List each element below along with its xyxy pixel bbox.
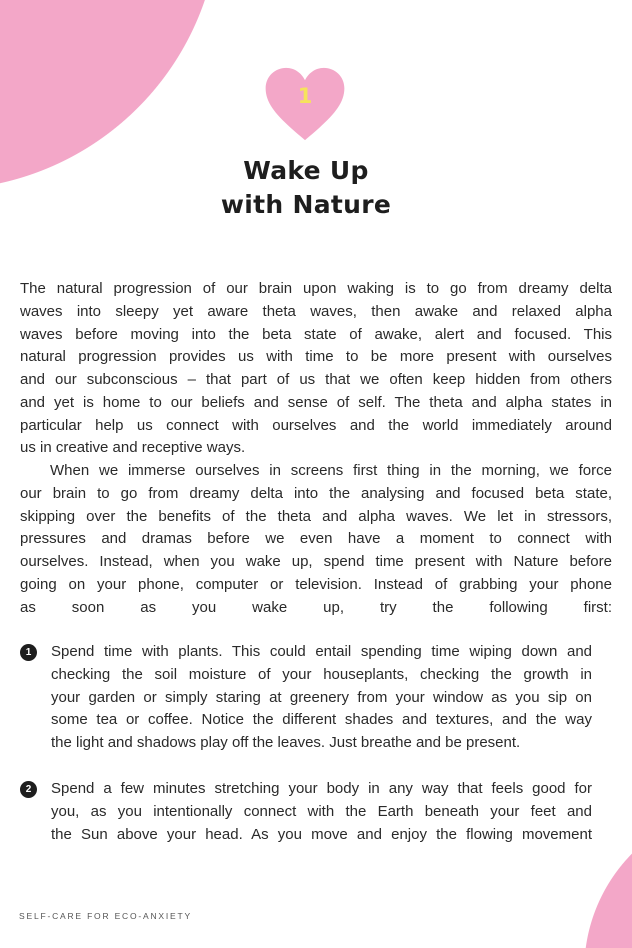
chapter-number: 1: [297, 84, 313, 108]
text-line: checking the soil moisture of your houseplants, checking the growth in: [51, 665, 592, 683]
chapter-title-line-2: with Nature: [220, 190, 392, 219]
text-line: pressures and dramas before we even have a moment to connect with: [20, 530, 612, 548]
running-footer: SELF-CARE FOR ECO-ANXIETY: [19, 911, 192, 921]
text-line: ourselves. Instead, when you wake up, spend time present with Nature before: [20, 553, 612, 570]
text-line: as soon as you wake up, try the following first:: [20, 598, 612, 616]
text-line: and our subconscious – that part of us that we often keep hidden from others: [20, 371, 612, 388]
list-number-badge: 1: [20, 644, 37, 661]
text-line: some tea or coffee. Notice the different shades and textures, and the way: [51, 711, 592, 729]
text-line: your garden or simply staring at greenery from your window as you sip on: [51, 688, 592, 706]
text-line: particular help us connect with ourselves and the world immediately around: [20, 416, 612, 434]
text-line: Spend a few minutes stretching your body in any way that feels good for: [51, 780, 592, 797]
text-line: natural progression provides us with time to be more present with ourselves: [20, 348, 612, 366]
text-line: the Sun above your head. As you move and enjoy the flowing movement: [51, 825, 592, 843]
text-line: and yet is home to our beliefs and sense of self. The theta and alpha states in: [20, 393, 612, 411]
text-line: us in creative and receptive ways.: [20, 439, 246, 457]
text-line: When we immerse ourselves in screens first thing in the morning, we force: [50, 462, 612, 479]
chapter-title-line-1: Wake Up: [243, 156, 369, 185]
text-line: The natural progression of our brain upon waking is to go from dreamy delta: [20, 280, 612, 297]
text-line: you, as you intentionally connect with the Earth beneath your feet and: [51, 802, 592, 820]
text-line: going on your phone, computer or television. Instead of grabbing your phone: [20, 575, 612, 593]
text-line: our brain to go from dreamy delta into the analysing and focused beta state,: [20, 484, 612, 502]
text-line: waves into sleepy yet aware theta waves, then awake and relaxed alpha: [20, 302, 612, 320]
text-line: skipping over the benefits of the theta and alpha waves. We let in stressors,: [20, 507, 612, 525]
text-line: waves before moving into the beta state of awake, alert and focused. This: [20, 325, 612, 343]
list-number-badge: 2: [20, 781, 37, 798]
text-line: Spend time with plants. This could entail spending time wiping down and: [51, 643, 592, 660]
text-line: the light and shadows play off the leaves. Just breathe and be present.: [51, 734, 521, 751]
